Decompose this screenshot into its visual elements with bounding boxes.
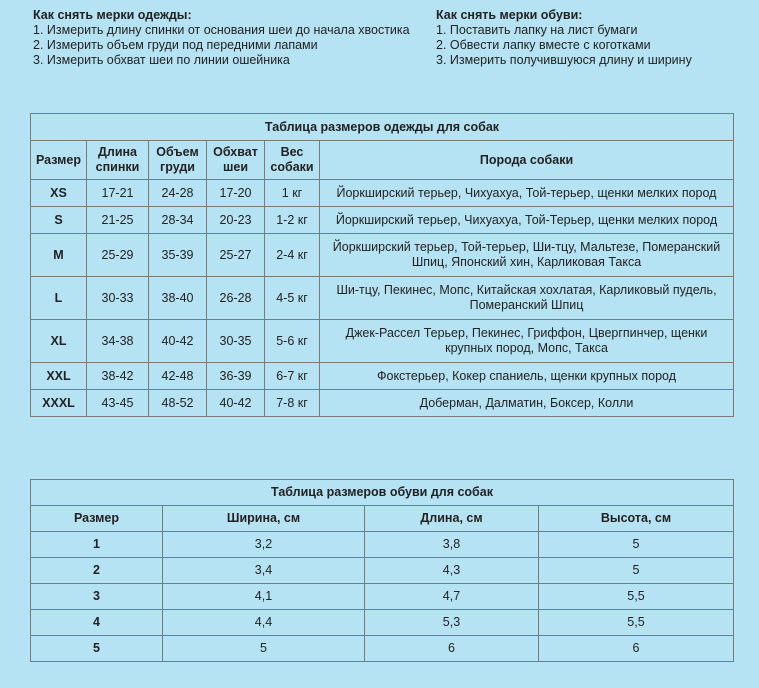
chest-cell: 35-39: [149, 234, 207, 277]
weight-cell: 7-8 кг: [265, 390, 320, 417]
clothes-instructions-title: Как снять мерки одежды:: [33, 8, 192, 22]
header-breed: Порода собаки: [320, 141, 734, 180]
table-row: [31, 390, 734, 417]
table-row: [31, 207, 734, 234]
neck-cell: 17-20: [207, 180, 265, 207]
width-cell: 4,1: [163, 584, 365, 610]
header-weight: Вес собаки: [265, 141, 320, 180]
size-cell: XL: [31, 320, 87, 363]
width-cell: 4,4: [163, 610, 365, 636]
weight-cell: 2-4 кг: [265, 234, 320, 277]
table-row: [31, 320, 734, 363]
shoes-step: 2. Обвести лапку вместе с коготками: [436, 38, 651, 52]
table-row: [31, 234, 734, 277]
back-cell: 30-33: [87, 277, 149, 320]
back-cell: 34-38: [87, 320, 149, 363]
breed-cell: Йоркширский терьер, Чихуахуа, Той-терьер, щенки мелких пород: [320, 180, 734, 207]
size-cell: XXXL: [31, 390, 87, 417]
size-cell: 5: [31, 636, 163, 662]
width-cell: 5: [163, 636, 365, 662]
breed-cell: Джек-Рассел Терьер, Пекинес, Гриффон, Цвергпинчер, щенки крупных пород, Мопс, Такса: [320, 320, 734, 363]
width-cell: 3,2: [163, 532, 365, 558]
neck-cell: 40-42: [207, 390, 265, 417]
height-cell: 5,5: [539, 610, 734, 636]
back-cell: 21-25: [87, 207, 149, 234]
header-height: Высота, см: [539, 506, 734, 532]
table-row: [31, 636, 734, 662]
chest-cell: 24-28: [149, 180, 207, 207]
chest-cell: 48-52: [149, 390, 207, 417]
weight-cell: 6-7 кг: [265, 363, 320, 390]
neck-cell: 20-23: [207, 207, 265, 234]
breed-cell: Йоркширский терьер, Чихуахуа, Той-Терьер, щенки мелких пород: [320, 207, 734, 234]
table-row: [31, 277, 734, 320]
clothes-measure-instructions: [33, 8, 410, 68]
shoes-measure-instructions: [436, 8, 692, 68]
height-cell: 5,5: [539, 584, 734, 610]
table-row: [31, 363, 734, 390]
height-cell: 5: [539, 532, 734, 558]
chest-cell: 28-34: [149, 207, 207, 234]
header-neck: Обхват шеи: [207, 141, 265, 180]
length-cell: 5,3: [365, 610, 539, 636]
size-cell: L: [31, 277, 87, 320]
size-cell: M: [31, 234, 87, 277]
header-length: Длина, см: [365, 506, 539, 532]
back-cell: 17-21: [87, 180, 149, 207]
shoes-step: 3. Измерить получившуюся длину и ширину: [436, 53, 692, 67]
clothes-step: 3. Измерить обхват шеи по линии ошейника: [33, 53, 290, 67]
clothes-step: 2. Измерить объем груди под передними лапами: [33, 38, 318, 52]
size-cell: XS: [31, 180, 87, 207]
weight-cell: 1-2 кг: [265, 207, 320, 234]
clothes-size-table: [30, 113, 734, 417]
shoes-size-table: [30, 479, 734, 662]
header-size: Размер: [31, 506, 163, 532]
size-cell: 1: [31, 532, 163, 558]
breed-cell: Йоркширский терьер, Той-терьер, Ши-тцу, Мальтезе, Померанский Шпиц, Японский хин, Карликовая Такса: [320, 234, 734, 277]
weight-cell: 5-6 кг: [265, 320, 320, 363]
table-row: [31, 532, 734, 558]
breed-cell: Доберман, Далматин, Боксер, Колли: [320, 390, 734, 417]
neck-cell: 26-28: [207, 277, 265, 320]
chest-cell: 42-48: [149, 363, 207, 390]
header-size: Размер: [31, 141, 87, 180]
size-cell: 2: [31, 558, 163, 584]
height-cell: 6: [539, 636, 734, 662]
neck-cell: 36-39: [207, 363, 265, 390]
table-row: [31, 610, 734, 636]
clothes-table-caption: Таблица размеров одежды для собак: [31, 114, 734, 141]
table-row: [31, 558, 734, 584]
header-chest: Объем груди: [149, 141, 207, 180]
size-cell: 3: [31, 584, 163, 610]
back-cell: 38-42: [87, 363, 149, 390]
neck-cell: 25-27: [207, 234, 265, 277]
weight-cell: 1 кг: [265, 180, 320, 207]
length-cell: 4,7: [365, 584, 539, 610]
breed-cell: Фокстерьер, Кокер спаниель, щенки крупных пород: [320, 363, 734, 390]
breed-cell: Ши-тцу, Пекинес, Мопс, Китайская хохлатая, Карликовый пудель, Померанский Шпиц: [320, 277, 734, 320]
weight-cell: 4-5 кг: [265, 277, 320, 320]
size-cell: S: [31, 207, 87, 234]
chest-cell: 40-42: [149, 320, 207, 363]
height-cell: 5: [539, 558, 734, 584]
back-cell: 43-45: [87, 390, 149, 417]
width-cell: 3,4: [163, 558, 365, 584]
neck-cell: 30-35: [207, 320, 265, 363]
header-width: Ширина, см: [163, 506, 365, 532]
size-cell: XXL: [31, 363, 87, 390]
length-cell: 6: [365, 636, 539, 662]
clothes-step: 1. Измерить длину спинки от основания шеи до начала хвостика: [33, 23, 410, 37]
back-cell: 25-29: [87, 234, 149, 277]
table-row: [31, 180, 734, 207]
table-row: [31, 584, 734, 610]
size-cell: 4: [31, 610, 163, 636]
shoes-step: 1. Поставить лапку на лист бумаги: [436, 23, 638, 37]
shoes-table-caption: Таблица размеров обуви для собак: [31, 480, 734, 506]
chest-cell: 38-40: [149, 277, 207, 320]
header-back-length: Длина спинки: [87, 141, 149, 180]
length-cell: 3,8: [365, 532, 539, 558]
length-cell: 4,3: [365, 558, 539, 584]
shoes-instructions-title: Как снять мерки обуви:: [436, 8, 583, 22]
